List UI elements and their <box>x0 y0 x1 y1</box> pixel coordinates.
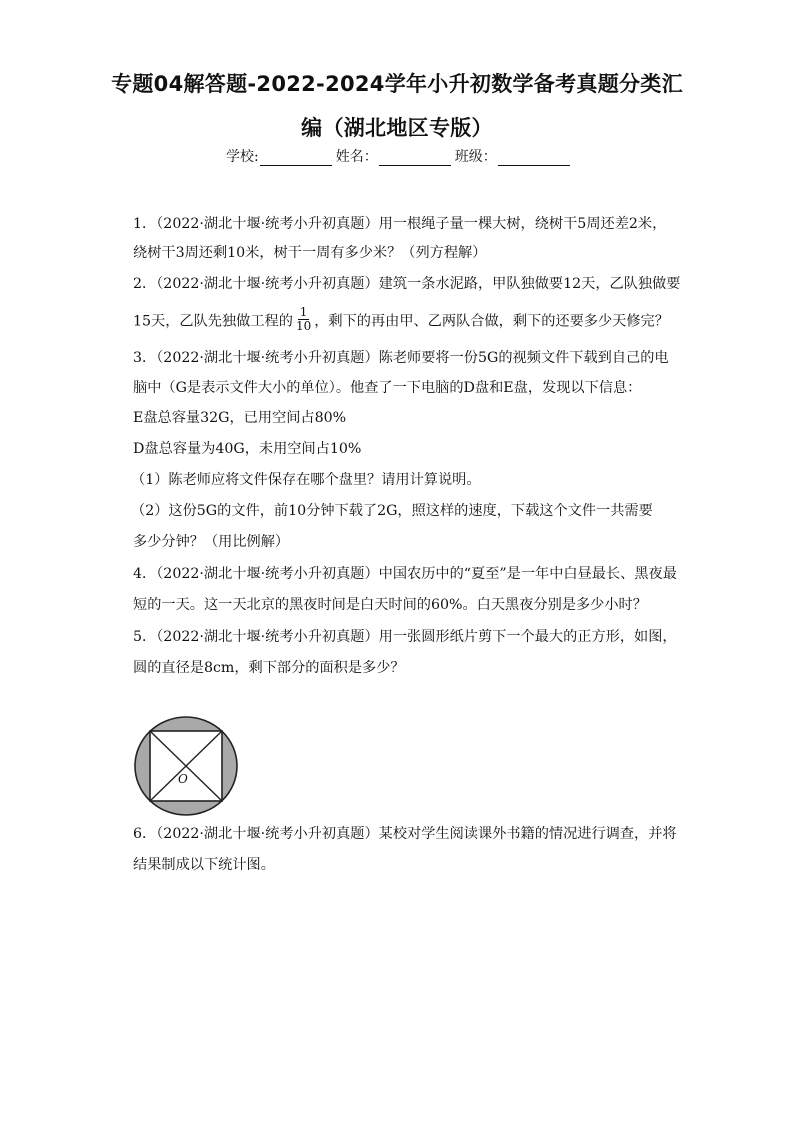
q3-sub1: （1）陈老师应将文件保存在哪个盘里？请用计算说明。 <box>131 472 481 488</box>
circle-center-label: O <box>178 772 188 786</box>
q3-line2: 脑中（G是表示文件大小的单位）。他查了一下电脑的D盘和E盘，发现以下信息： <box>133 380 642 396</box>
circle-square-figure <box>132 714 240 822</box>
q4-line1: 4．（2022·湖北十堰·统考小升初真题）中国农历中的“夏至”是一年中白昼最长、黑夜最 <box>133 566 677 582</box>
q2-line2 <box>133 305 669 335</box>
q5-line2: 圆的直径是8cm，剩下部分的面积是多少？ <box>133 660 405 676</box>
q6-line2: 结果制成以下统计图。 <box>133 857 275 873</box>
q2-fraction <box>294 306 313 333</box>
q3-sub2-line2: 多少分钟？（用比例解） <box>133 534 290 550</box>
q3-line3: E盘总容量32G，已用空间占80% <box>133 410 347 426</box>
name-label: 姓名： <box>335 149 378 165</box>
page-title-line2: 编（湖北地区专版） <box>301 116 493 140</box>
school-label: 学校: <box>226 149 259 165</box>
q3-sub2-line1: （2）这份5G的文件，前10分钟下载了2G，照这样的速度，下载这个文件一共需要 <box>131 503 653 519</box>
school-blank[interactable] <box>260 150 332 166</box>
name-blank[interactable] <box>379 150 451 166</box>
q1-line2: 绕树干3周还剩10米，树干一周有多少米？（列方程解） <box>133 245 487 261</box>
q2-fraction-numerator: 1 <box>299 305 308 319</box>
page-title-line1: 专题04解答题-2022-2024学年小升初数学备考真题分类汇 <box>111 72 683 96</box>
student-info-line <box>226 146 574 166</box>
class-blank[interactable] <box>498 150 570 166</box>
q1-line1: 1．（2022·湖北十堰·统考小升初真题）用一根绳子量一棵大树，绕树干5周还差2米， <box>133 216 667 232</box>
q3-line1: 3．（2022·湖北十堰·统考小升初真题）陈老师要将一份5G的视频文件下载到自己的电 <box>133 350 669 366</box>
class-label: 班级： <box>454 149 497 165</box>
q5-line1: 5．（2022·湖北十堰·统考小升初真题）用一张圆形纸片剪下一个最大的正方形，如图， <box>133 629 677 645</box>
q3-line4: D盘总容量为40G，未用空间占10% <box>133 441 362 457</box>
q2-line1: 2．（2022·湖北十堰·统考小升初真题）建筑一条水泥路，甲队独做要12天，乙队独做要 <box>133 276 681 292</box>
q2-line2-before: 15天，乙队先独做工程的 <box>133 313 293 330</box>
q6-line1: 6．（2022·湖北十堰·统考小升初真题）某校对学生阅读课外书籍的情况进行调查，并将 <box>133 826 677 842</box>
q2-fraction-denominator: 10 <box>295 319 312 333</box>
q4-line2: 短的一天。这一天北京的黑夜时间是白天时间的60%。白天黑夜分别是多少小时？ <box>133 597 647 613</box>
q2-line2-after: ，剩下的再由甲、乙两队合做，剩下的还要多少天修完？ <box>314 313 669 330</box>
